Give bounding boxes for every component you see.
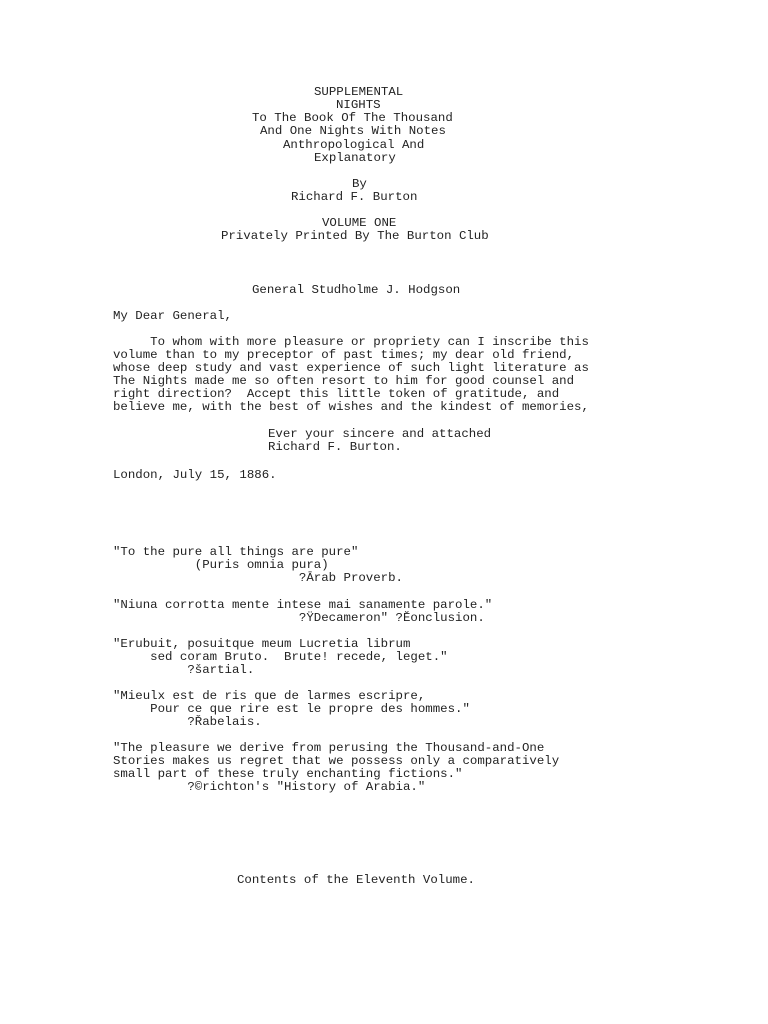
author-name: Richard F. Burton xyxy=(291,190,418,204)
printer-line: Privately Printed By The Burton Club xyxy=(221,229,489,243)
epigraph-attribution: ?Ārab Proverb. xyxy=(113,571,403,585)
epigraph-line: Stories makes us regret that we possess only a comparatively xyxy=(113,754,560,768)
epigraph-line: Pour ce que rire est le propre des hommes." xyxy=(113,702,470,716)
dedication-closing: Ever your sincere and attached xyxy=(268,427,492,441)
dedication-body-line: volume than to my preceptor of past times; my dear old friend, xyxy=(113,348,575,362)
dedication-signature: Richard F. Burton. xyxy=(268,440,402,454)
epigraph-attribution: ?©richton's "History of Arabia." xyxy=(113,780,426,794)
dedication-recipient: General Studholme J. Hodgson xyxy=(252,283,461,297)
epigraph-line: small part of these truly enchanting fictions." xyxy=(113,767,463,781)
dedication-body-line: believe me, with the best of wishes and the kindest of memories, xyxy=(113,400,589,414)
title-line-1: SUPPLEMENTAL xyxy=(314,85,404,99)
title-line-2: NIGHTS xyxy=(336,98,381,112)
by-line: By xyxy=(352,177,367,191)
title-line-3: To The Book Of The Thousand xyxy=(252,111,453,125)
epigraph-line: "Niuna corrotta mente intese mai sanamente parole." xyxy=(113,598,493,612)
salutation: My Dear General, xyxy=(113,309,232,323)
contents-heading: Contents of the Eleventh Volume. xyxy=(237,873,475,887)
dedication-body-line: whose deep study and vast experience of such light literature as xyxy=(113,361,589,375)
epigraph-attribution: ?Řabelais. xyxy=(113,715,262,729)
title-line-6: Explanatory xyxy=(314,151,396,165)
place-date: London, July 15, 1886. xyxy=(113,468,277,482)
epigraph-line: (Puris omnia pura) xyxy=(113,558,329,572)
epigraph-line: "To the pure all things are pure" xyxy=(113,545,359,559)
epigraph-attribution: ?šartial. xyxy=(113,663,255,677)
dedication-body-line: right direction? Accept this little token of gratitude, and xyxy=(113,387,560,401)
dedication-body-line: The Nights made me so often resort to him for good counsel and xyxy=(113,374,575,388)
dedication-body-line: To whom with more pleasure or propriety can I inscribe this xyxy=(113,335,589,349)
epigraph-attribution: ?ŸDecameron" ?Ĕonclusion. xyxy=(113,611,485,625)
epigraph-line: sed coram Bruto. Brute! recede, leget." xyxy=(113,650,448,664)
title-line-4: And One Nights With Notes xyxy=(260,124,446,138)
epigraph-line: "The pleasure we derive from perusing the Thousand-and-One xyxy=(113,741,545,755)
volume-label: VOLUME ONE xyxy=(322,216,397,230)
epigraph-line: "Erubuit, posuitque meum Lucretia librum xyxy=(113,637,411,651)
title-line-5: Anthropological And xyxy=(283,138,425,152)
epigraph-line: "Mieulx est de ris que de larmes escripre, xyxy=(113,689,426,703)
